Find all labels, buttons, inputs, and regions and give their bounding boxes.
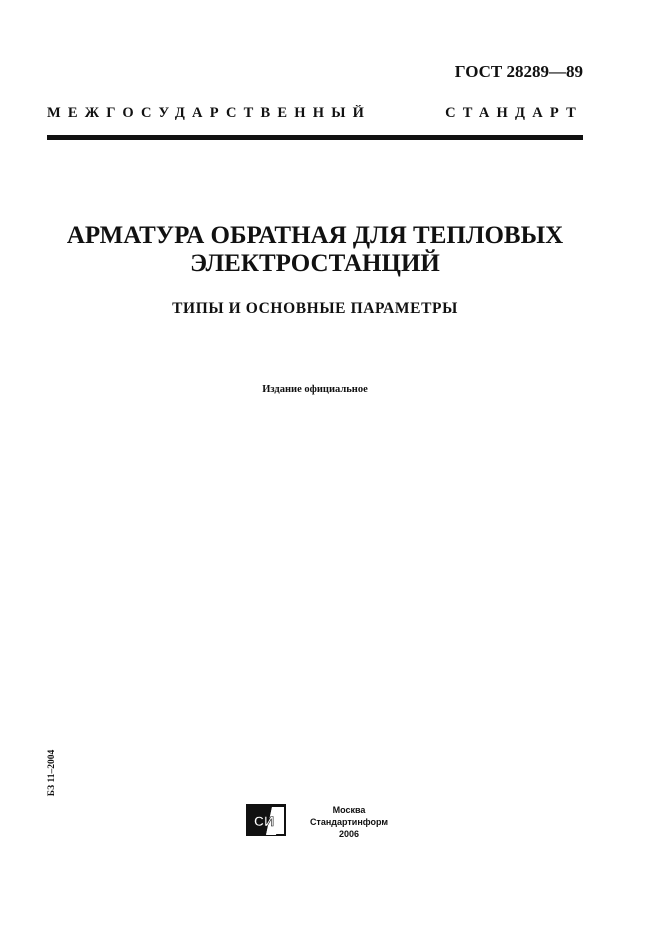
interstate-standard-heading — [47, 105, 583, 122]
interstate-word: МЕЖГОСУДАРСТВЕННЫЙ — [47, 105, 372, 121]
publication-year: 2006 — [338, 829, 360, 839]
edition-note: Издание официальное — [262, 384, 368, 395]
document-title — [0, 222, 630, 278]
catalog-code — [46, 733, 58, 813]
document-number: ГОСТ 28289—89 — [454, 62, 583, 81]
publisher-name: Стандартинформ — [309, 817, 389, 827]
title-line-1: АРМАТУРА ОБРАТНАЯ ДЛЯ ТЕПЛОВЫХ — [66, 222, 564, 249]
standartinform-logo-icon — [246, 804, 286, 836]
document-subtitle: ТИПЫ И ОСНОВНЫЕ ПАРАМЕТРЫ — [172, 300, 458, 317]
publisher-info — [309, 804, 389, 840]
publisher-city: Москва — [332, 805, 366, 815]
header-rule — [47, 135, 583, 140]
logo-lettering: СИ — [253, 813, 275, 829]
title-line-2: ЭЛЕКТРОСТАНЦИЙ — [190, 250, 440, 277]
catalog-code-text: БЗ 11–2004 — [47, 749, 57, 797]
standard-word: СТАНДАРТ — [445, 105, 583, 121]
